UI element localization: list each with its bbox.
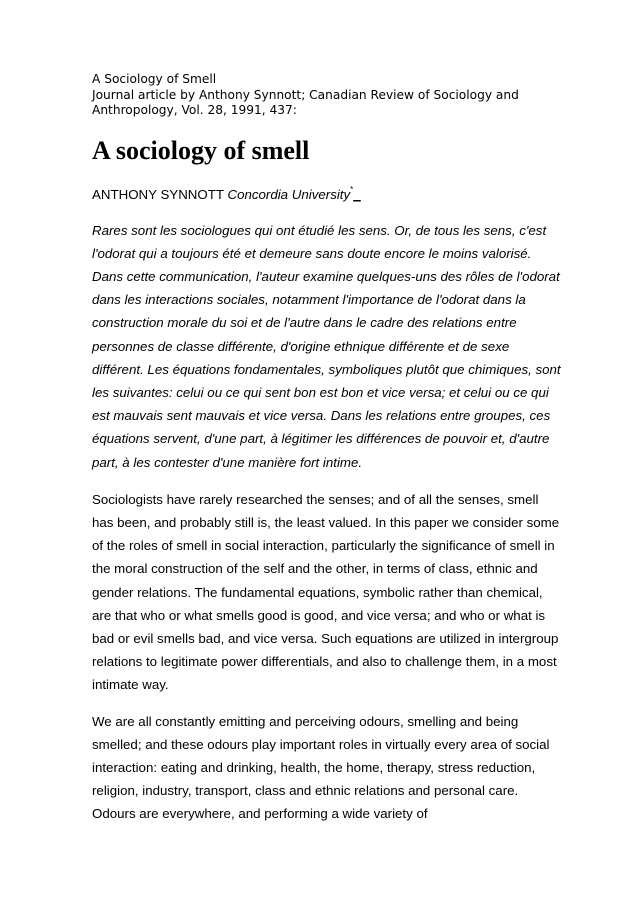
citation-line: Journal article by Anthony Synnott; Canadian Review of Sociology and bbox=[92, 87, 519, 102]
paragraph-line: intimate way. bbox=[92, 677, 169, 693]
citation-line: A Sociology of Smell bbox=[92, 72, 217, 86]
body-paragraph-2 bbox=[92, 710, 552, 826]
abstract-line: part, à les contester d'une manière fort intime. bbox=[92, 454, 363, 470]
footnote-marker[interactable]: * bbox=[350, 184, 354, 194]
footnote-link[interactable]: _ bbox=[353, 186, 361, 202]
paragraph-line: are that who or what smells good is good, and vice versa; and who or what is bbox=[92, 607, 546, 623]
paragraph-line: smelled; and these odours play important roles in virtually every area of social bbox=[92, 736, 550, 752]
abstract-line: personnes de classe différente, d'origine ethnique différente et de sexe bbox=[92, 338, 510, 354]
author-line bbox=[92, 181, 552, 204]
abstract-line: dans les interactions sociales, notamment l'importance de l'odorat dans la bbox=[92, 292, 526, 308]
abstract-line: les suivantes: celui ou ce qui sent bon est bon et vice versa; et celui ou ce qui bbox=[92, 384, 549, 400]
citation-line: Anthropology, Vol. 28, 1991, 437: bbox=[92, 103, 297, 117]
abstract-french bbox=[92, 219, 561, 474]
article-title: A sociology of smell bbox=[92, 135, 310, 165]
paragraph-line: Sociologists have rarely researched the senses; and of all the senses, smell bbox=[92, 491, 539, 507]
abstract-line: différent. Les équations fondamentales, symboliques plutôt que chimiques, sont bbox=[92, 361, 561, 377]
abstract-line: construction morale du soi et de l'autre dans le cadre des relations entre bbox=[92, 315, 517, 331]
abstract-line: Dans cette communication, l'auteur examine quelques-uns des rôles de l'odorat bbox=[92, 268, 560, 284]
paragraph-line: religion, industry, transport, class and ethnic relations and personal care. bbox=[92, 783, 519, 799]
paragraph-line: interaction: eating and drinking, health, the home, therapy, stress reduction, bbox=[92, 759, 536, 775]
citation-block bbox=[92, 72, 552, 119]
document-page bbox=[92, 72, 561, 826]
paragraph-line: relations to legitimate power differentials, and also to challenge them, in a most bbox=[92, 654, 557, 670]
abstract-line: Rares sont les sociologues qui ont étudié les sens. Or, de tous les sens, c'est bbox=[92, 222, 547, 238]
paragraph-line: of the roles of smell in social interaction, particularly the significance of smell in bbox=[92, 538, 555, 554]
author-affiliation: Concordia University bbox=[227, 186, 351, 202]
paragraph-line: bad or evil smells bad, and vice versa. Such equations are utilized in intergroup bbox=[92, 630, 559, 646]
paragraph-line: Odours are everywhere, and performing a wide variety of bbox=[92, 806, 428, 822]
paragraph-line: We are all constantly emitting and perceiving odours, smelling and being bbox=[92, 713, 519, 729]
abstract-line: équations servent, d'une part, à légitimer les différences de pouvoir et, d'autre bbox=[92, 431, 550, 447]
paragraph-line: the moral construction of the self and the other, in terms of class, ethnic and bbox=[92, 561, 538, 577]
abstract-line: l'odorat qui a toujours été et demeure sans doute encore le moins valorisé. bbox=[92, 245, 532, 261]
abstract-line: est mauvais sent mauvais et vice versa. Dans les relations entre groupes, ces bbox=[92, 408, 551, 424]
paragraph-line: gender relations. The fundamental equations, symbolic rather than chemical, bbox=[92, 584, 543, 600]
body-paragraph-1 bbox=[92, 488, 560, 697]
author-name: ANTHONY SYNNOTT bbox=[92, 186, 224, 202]
paragraph-line: has been, and probably still is, the least valued. In this paper we consider some bbox=[92, 514, 560, 530]
